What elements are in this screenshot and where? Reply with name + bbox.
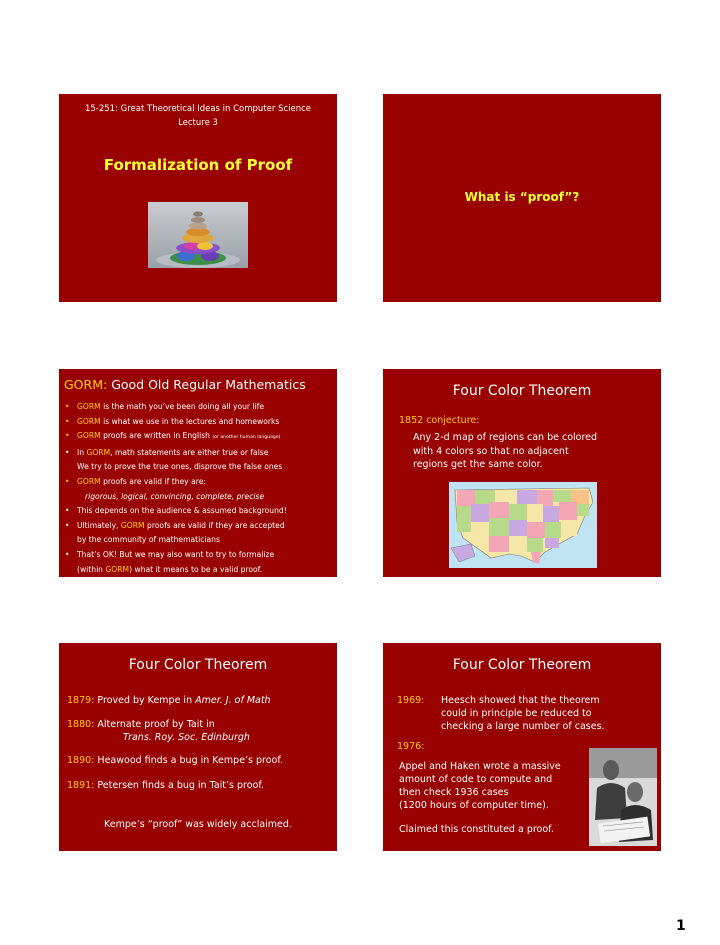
- conjecture-line: regions get the same color.: [413, 459, 543, 470]
- us-map-image: [449, 482, 597, 568]
- slide-gorm: [59, 369, 337, 577]
- closing-remark: Kempe’s “proof” was widely acclaimed.: [104, 819, 292, 830]
- gorm-bullet-item: • GORM proofs are valid if they are:: [65, 475, 335, 490]
- slide-title: [59, 94, 337, 302]
- year-label: 1879:: [67, 695, 95, 706]
- bullet-small-note: (or another human language): [212, 435, 281, 441]
- event-text: checking a large number of cases.: [441, 721, 605, 732]
- bullet-glyph: •: [65, 447, 70, 457]
- bullet-italic-text: rigorous, logical, convincing, complete, precise: [85, 491, 265, 501]
- gorm-bullet-item: (within GORM) what it means to be a valid proof.: [77, 564, 263, 574]
- event-text: Proved by Kempe in: [97, 695, 196, 706]
- event-text: could in principle be reduced to: [441, 708, 592, 719]
- year-label: 1976:: [397, 741, 425, 752]
- bullet-glyph: •: [65, 520, 70, 530]
- event-1880: [67, 719, 215, 730]
- event-1879: [67, 695, 271, 706]
- year-label: 1880:: [67, 719, 95, 730]
- gorm-term: GORM: [120, 520, 145, 530]
- bullet-glyph: •: [65, 402, 70, 411]
- gorm-expansion: Good Old Regular Mathematics: [107, 377, 306, 392]
- event-1891: [67, 780, 264, 791]
- gorm-heading: [64, 377, 306, 392]
- event-text: Appel and Haken wrote a massive: [399, 761, 561, 772]
- event-text: Claimed this constituted a proof.: [399, 824, 554, 835]
- course-name: 15-251: Great Theoretical Ideas in Computer Science: [84, 104, 312, 114]
- page-number: 1: [676, 918, 686, 934]
- slide-four-color-1852: [383, 369, 661, 577]
- appel-haken-photo: [589, 748, 657, 846]
- bullet-glyph: •: [65, 476, 70, 486]
- gorm-bullet-item: We try to prove the true ones, disprove the false ones: [77, 462, 283, 472]
- conjecture-text: [413, 431, 653, 472]
- question-heading: What is “proof”?: [464, 190, 580, 204]
- gorm-term: GORM: [77, 416, 101, 426]
- gorm-bullet-list: [65, 400, 335, 577]
- gorm-bullet-item: [65, 490, 335, 505]
- bullet-glyph: •: [65, 549, 70, 559]
- gorm-bullet-item: • GORM is the math you’ve been doing all your life: [65, 400, 335, 415]
- event-text: amount of code to compute and: [399, 774, 553, 785]
- gorm-term: GORM: [86, 447, 111, 457]
- journal-name-text: Trans. Roy. Soc. Edinburgh: [123, 732, 250, 743]
- slide-heading: Four Color Theorem: [452, 657, 592, 673]
- event-text: Petersen finds a bug in Tait’s proof.: [97, 780, 265, 791]
- event-1890: [67, 755, 283, 766]
- conjecture-label: 1852 conjecture:: [399, 415, 480, 426]
- slide-heading: Four Color Theorem: [128, 657, 268, 673]
- slide-heading: Four Color Theorem: [452, 383, 592, 399]
- bullet-glyph: •: [65, 506, 70, 516]
- slide-title-text: Formalization of Proof: [103, 156, 293, 174]
- event-text: Heawood finds a bug in Kempe’s proof.: [97, 755, 284, 766]
- stacked-stones-image: [148, 202, 248, 268]
- gorm-term: GORM: [105, 564, 130, 574]
- gorm-bullet-item: by the community of mathematicians: [77, 535, 220, 545]
- gorm-bullet-item: • GORM is what we use in the lectures and homeworks: [65, 415, 335, 430]
- gorm-term: GORM:: [64, 377, 108, 392]
- gorm-bullet-item: • In GORM, math statements are either true or false: [65, 446, 335, 461]
- lecture-number: Lecture 3: [178, 118, 218, 128]
- event-text: then check 1936 cases: [399, 787, 509, 798]
- conjecture-line: with 4 colors so that no adjacent: [413, 445, 569, 457]
- event-text: Heesch showed that the theorem: [441, 695, 600, 706]
- event-text: Alternate proof by Tait in: [97, 719, 215, 730]
- gorm-term: GORM: [77, 476, 101, 486]
- slide-what-is-proof: [383, 94, 661, 302]
- bullet-glyph: •: [65, 416, 70, 426]
- slide-four-color-computer: [383, 643, 661, 851]
- bullet-glyph: •: [65, 431, 70, 441]
- gorm-bullet-item: • Ultimately, GORM proofs are valid if they are accepted: [65, 519, 335, 534]
- slide-four-color-history: [59, 643, 337, 851]
- gorm-term: GORM: [77, 431, 101, 441]
- gorm-bullet-item: • GORM proofs are written in English (or another human language): [65, 429, 335, 446]
- journal-name: [123, 732, 250, 743]
- event-text: (1200 hours of computer time).: [399, 800, 549, 811]
- gorm-bullet-item: • That’s OK! But we may also want to try to formalize: [65, 548, 335, 563]
- year-label: 1969:: [397, 695, 425, 706]
- year-label: 1891:: [67, 780, 95, 791]
- journal-name: Amer. J. of Math: [195, 695, 271, 706]
- year-label: 1890:: [67, 755, 95, 766]
- gorm-bullet-item: • This depends on the audience & assumed background!: [65, 504, 335, 519]
- conjecture-line: Any 2-d map of regions can be colored: [413, 432, 598, 443]
- gorm-term: GORM: [77, 402, 101, 411]
